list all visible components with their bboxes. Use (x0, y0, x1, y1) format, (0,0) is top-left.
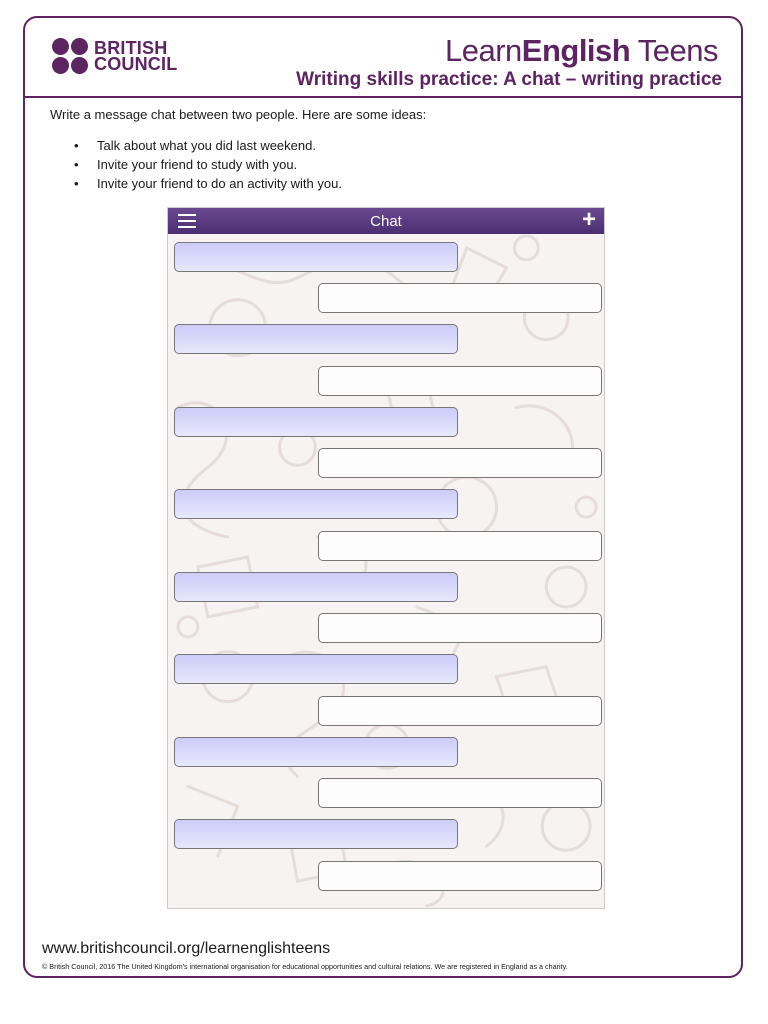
idea-item: • Talk about what you did last weekend. (74, 137, 342, 156)
british-council-logo (52, 38, 177, 74)
message-bubble-right[interactable] (318, 531, 602, 561)
idea-item: • Invite your friend to study with you. (74, 156, 342, 175)
brand-english: English (521, 33, 631, 68)
ideas-list (74, 137, 342, 194)
message-bubble-right[interactable] (318, 366, 602, 396)
chat-header-bar (168, 208, 604, 234)
logo-text (94, 40, 177, 72)
chat-screen (167, 207, 605, 909)
learnenglish-teens-brand (445, 34, 718, 68)
message-bubble-left[interactable] (174, 572, 458, 602)
footer-url[interactable]: www.britishcouncil.org/learnenglishteens (42, 940, 331, 957)
logo-line-1: BRITISH (94, 38, 168, 58)
message-bubble-right[interactable] (318, 448, 602, 478)
message-bubble-left[interactable] (174, 407, 458, 437)
logo-dots-icon (52, 38, 88, 74)
message-bubble-right[interactable] (318, 778, 602, 808)
message-bubble-left[interactable] (174, 654, 458, 684)
message-bubble-right[interactable] (318, 861, 602, 891)
plus-icon[interactable]: + (581, 207, 596, 233)
worksheet-title: Writing skills practice: A chat – writing practice (296, 69, 722, 90)
logo-line-2: COUNCIL (94, 54, 178, 74)
message-bubble-left[interactable] (174, 737, 458, 767)
brand-learn: Learn (444, 33, 522, 68)
message-bubble-right[interactable] (318, 283, 602, 313)
message-bubble-left[interactable] (174, 489, 458, 519)
message-bubble-left[interactable] (174, 819, 458, 849)
message-bubble-right[interactable] (318, 696, 602, 726)
message-bubble-right[interactable] (318, 613, 602, 643)
chat-title: Chat (370, 213, 402, 230)
header-divider (24, 96, 743, 98)
brand-teens: Teens (630, 33, 718, 68)
footer-copyright: © British Council, 2016 The United Kingdom's international organisation for educational opportunities and cultural relations. We are registered in England as a charity. (42, 962, 568, 971)
message-bubble-left[interactable] (174, 324, 458, 354)
idea-item: • Invite your friend to do an activity with you. (74, 175, 342, 194)
message-bubble-left[interactable] (174, 242, 458, 272)
instructions-text: Write a message chat between two people. Here are some ideas: (50, 107, 427, 122)
